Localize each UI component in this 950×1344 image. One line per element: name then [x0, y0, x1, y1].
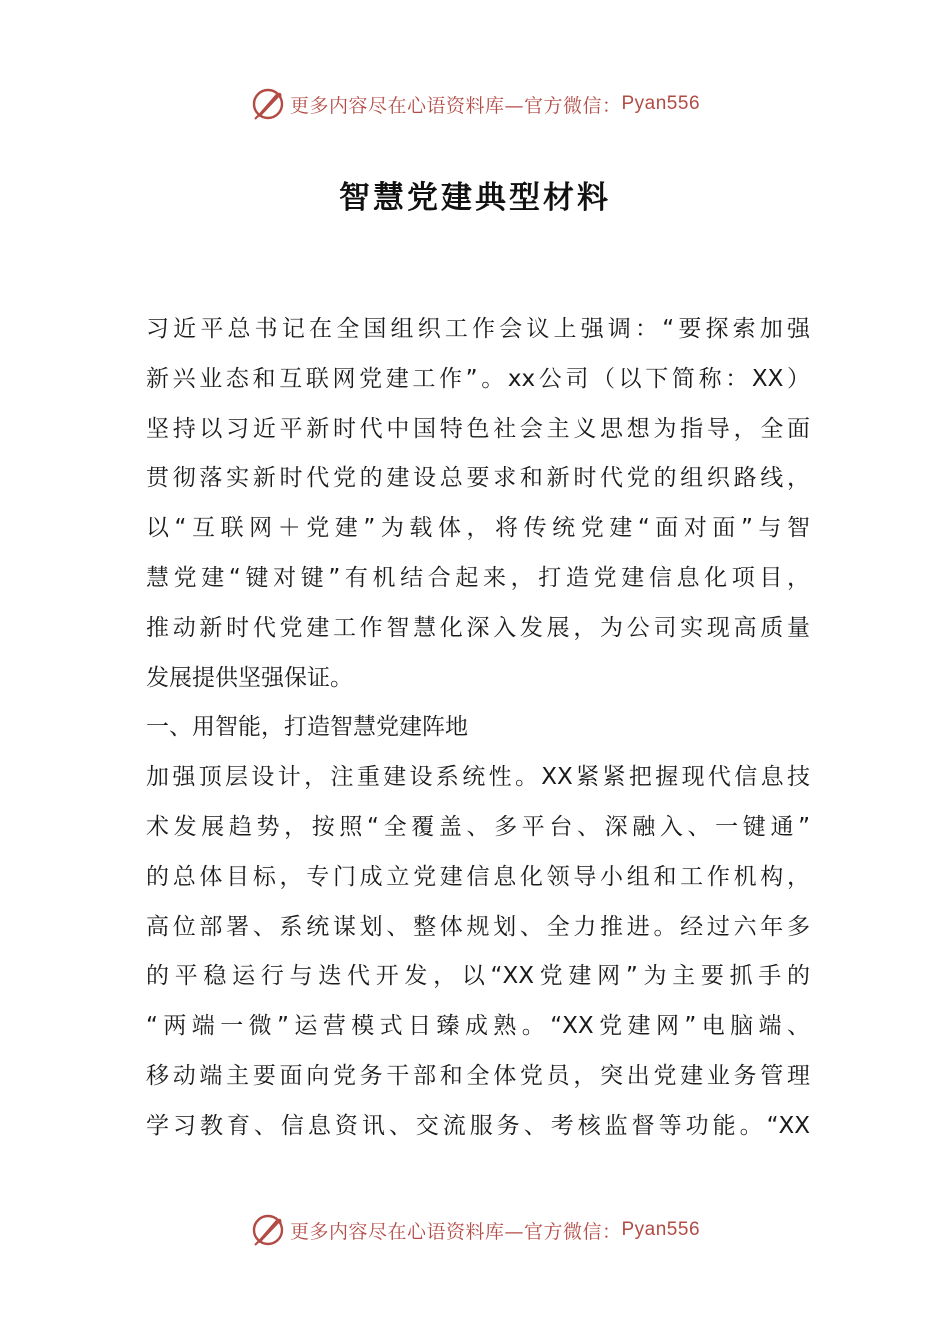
body-line: 术发展趋势，按照“全覆盖、多平台、深融入、一键通”: [146, 813, 810, 840]
document-body: [146, 305, 810, 1152]
body-line: 发展提供坚强保证。: [146, 664, 353, 691]
body-line: 坚持以习近平新时代中国特色社会主义思想为指导，全面: [146, 415, 810, 442]
watermark-site-text: 更多内容尽在心语资料库—官方微信：: [289, 1220, 622, 1243]
body-line: 习近平总书记在全国组织工作会议上强调：“要探索加强: [146, 316, 810, 342]
body-line: 的总体目标，专门成立党建信息化领导小组和工作机构，: [146, 863, 810, 890]
body-line: “两端一微”运营模式日臻成熟。“XX党建网”电脑端、: [146, 1013, 810, 1040]
body-line: 慧党建“键对键”有机结合起来，打造党建信息化项目，: [146, 564, 810, 591]
body-line: 以“互联网＋党建”为载体，将传统党建“面对面”与智: [146, 515, 810, 542]
body-line: 移动端主要面向党务干部和全体党员，突出党建业务管理: [146, 1062, 810, 1089]
quill-pen-logo-icon: [250, 1212, 286, 1248]
body-line: 的平稳运行与迭代开发，以“XX党建网”为主要抓手的: [146, 963, 810, 990]
body-line: 推动新时代党建工作智慧化深入发展，为公司实现高质量: [146, 614, 810, 641]
body-line: 加强顶层设计，注重建设系统性。XX紧紧把握现代信息技: [146, 764, 810, 791]
page-title: 智慧党建典型材料: [339, 180, 611, 216]
body-line: 贯彻落实新时代党的建设总要求和新时代党的组织路线，: [146, 465, 810, 492]
watermark-handle: Pyan556: [621, 93, 701, 114]
body-line: 学习教育、信息资讯、交流服务、考核监督等功能。“XX: [146, 1112, 810, 1139]
watermark-handle: Pyan556: [621, 1219, 701, 1240]
quill-pen-logo-icon: [250, 86, 286, 122]
body-line: 高位部署、系统谋划、整体规划、全力推进。经过六年多: [146, 913, 810, 940]
footer-watermark: [0, 1208, 950, 1252]
body-line: 新兴业态和互联网党建工作”。xx公司（以下简称：XX）: [146, 365, 810, 392]
section-heading: 一、用智能，打造智慧党建阵地: [146, 714, 468, 741]
watermark-site-text: 更多内容尽在心语资料库—官方微信：: [289, 94, 622, 117]
header-watermark: [0, 82, 950, 126]
